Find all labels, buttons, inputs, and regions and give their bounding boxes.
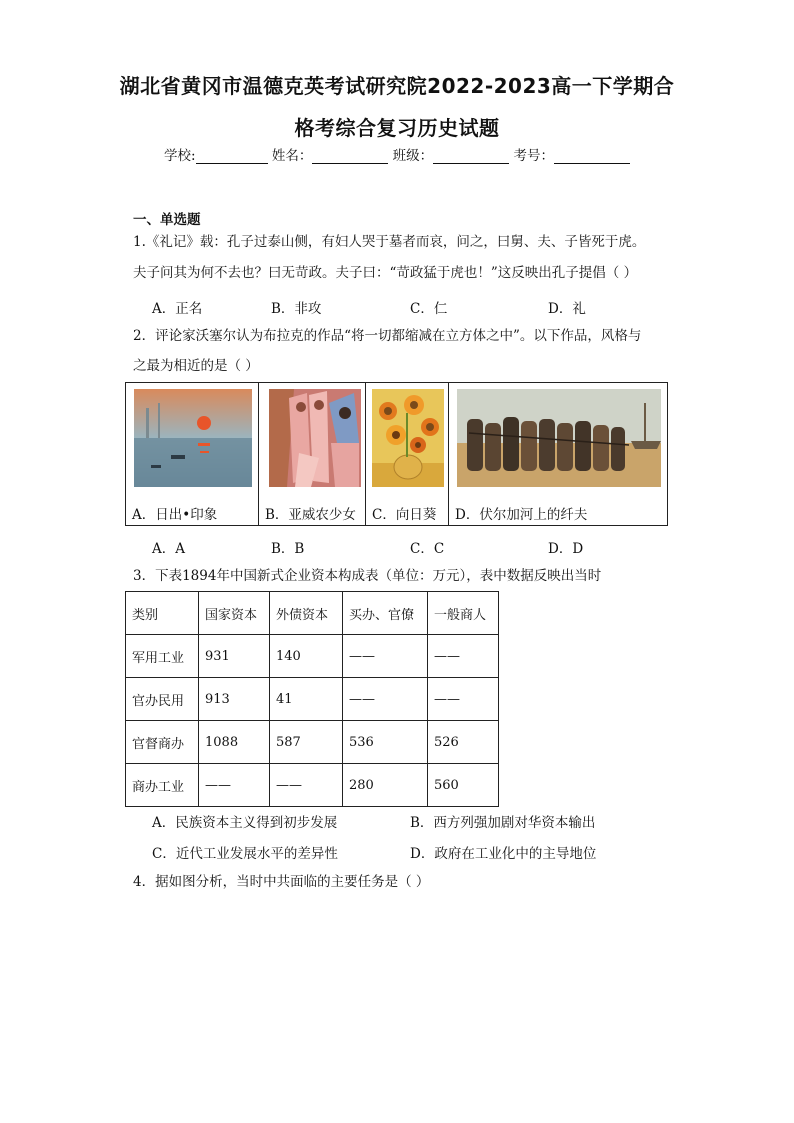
q2-line1: 2．评论家沃塞尔认为布拉克的作品“将一切都缩减在立方体之中”。以下作品，风格与 (133, 328, 642, 344)
painting-cell-d (449, 383, 668, 526)
table-cell: 军用工业 (126, 635, 199, 678)
table-cell: 280 (343, 764, 428, 807)
table-row (126, 635, 499, 678)
table-cell: —— (428, 678, 499, 721)
q3-capital-table (125, 591, 499, 807)
q2-option-d[interactable]: D．D (548, 541, 584, 557)
id-blank (554, 149, 630, 164)
painting-caption-c: C．向日葵 (372, 507, 437, 523)
q4-line1: 4．据如图分析，当时中共面临的主要任务是（ ） (133, 874, 430, 890)
table-cell: —— (343, 678, 428, 721)
name-label: 姓名： (271, 148, 313, 164)
table-header-cell: 类别 (126, 592, 199, 635)
class-label: 班级： (392, 148, 434, 164)
table-header-cell: 国家资本 (199, 592, 270, 635)
table-cell: 560 (428, 764, 499, 807)
table-row (126, 721, 499, 764)
q3-option-b[interactable]: B．西方列强加剧对华资本输出 (410, 815, 596, 831)
q1-option-a[interactable]: A．正名 (152, 301, 203, 317)
q3-option-d[interactable]: D．政府在工业化中的主导地位 (410, 846, 597, 862)
table-cell: 536 (343, 721, 428, 764)
page-title-line2: 格考综合复习历史试题 (294, 116, 500, 140)
table-cell: 官督商办 (126, 721, 199, 764)
school-blank (196, 149, 268, 164)
id-label: 考号： (513, 148, 554, 164)
q2-option-a[interactable]: A．A (152, 541, 185, 557)
table-row (126, 678, 499, 721)
table-cell: —— (199, 764, 270, 807)
table-header-cell: 一般商人 (428, 592, 499, 635)
table-cell: 931 (199, 635, 270, 678)
student-info-row (0, 144, 794, 164)
painting-caption-d: D．伏尔加河上的纤夫 (455, 507, 588, 523)
table-cell: 1088 (199, 721, 270, 764)
table-header-cell: 外债资本 (270, 592, 343, 635)
painting-caption-b: B．亚威农少女 (265, 507, 356, 523)
q2-option-b[interactable]: B．B (271, 541, 305, 557)
q1-line1: 1.《礼记》载：孔子过泰山侧，有妇人哭于墓者而哀，问之，曰舅、夫、子皆死于虎。 (133, 234, 646, 250)
painting-caption-a: A．日出•印象 (132, 507, 218, 523)
table-header-cell: 买办、官僚 (343, 592, 428, 635)
class-blank (433, 149, 509, 164)
table-cell: 商办工业 (126, 764, 199, 807)
table-cell: —— (428, 635, 499, 678)
table-cell: 41 (270, 678, 343, 721)
q1-option-d[interactable]: D．礼 (548, 301, 586, 317)
table-cell: 913 (199, 678, 270, 721)
q3-line1: 3．下表1894年中国新式企业资本构成表（单位：万元），表中数据反映出当时 (133, 568, 602, 584)
table-cell: 140 (270, 635, 343, 678)
painting-cell-c (366, 383, 449, 526)
table-cell: —— (270, 764, 343, 807)
table-cell: 587 (270, 721, 343, 764)
table-cell: 526 (428, 721, 499, 764)
demoiselles-painting-image (259, 383, 365, 493)
sunrise-painting-image (126, 383, 258, 493)
q2-painting-table (125, 382, 668, 526)
table-header-row (126, 592, 499, 635)
q1-line2: 夫子问其为何不去也？曰无苛政。夫子曰：“苛政猛于虎也！”这反映出孔子提倡（ ） (133, 265, 638, 281)
table-cell: —— (343, 635, 428, 678)
page-title-line1: 湖北省黄冈市温德克英考试研究院2022-2023高一下学期合 (119, 74, 675, 98)
q1-option-c[interactable]: C．仁 (410, 301, 448, 317)
q1-option-b[interactable]: B．非攻 (271, 301, 322, 317)
sunflowers-painting-image (366, 383, 448, 493)
table-cell: 官办民用 (126, 678, 199, 721)
volga-boatmen-painting-image (449, 383, 667, 493)
q2-option-c[interactable]: C．C (410, 541, 445, 557)
q2-line2: 之最为相近的是（ ） (133, 358, 259, 374)
q3-option-a[interactable]: A．民族资本主义得到初步发展 (152, 815, 338, 831)
q3-option-c[interactable]: C．近代工业发展水平的差异性 (152, 846, 338, 862)
table-row (126, 764, 499, 807)
section-heading: 一、单选题 (133, 212, 201, 228)
painting-cell-a (126, 383, 259, 526)
name-blank (312, 149, 388, 164)
painting-cell-b (259, 383, 366, 526)
school-label: 学校: (164, 148, 196, 164)
